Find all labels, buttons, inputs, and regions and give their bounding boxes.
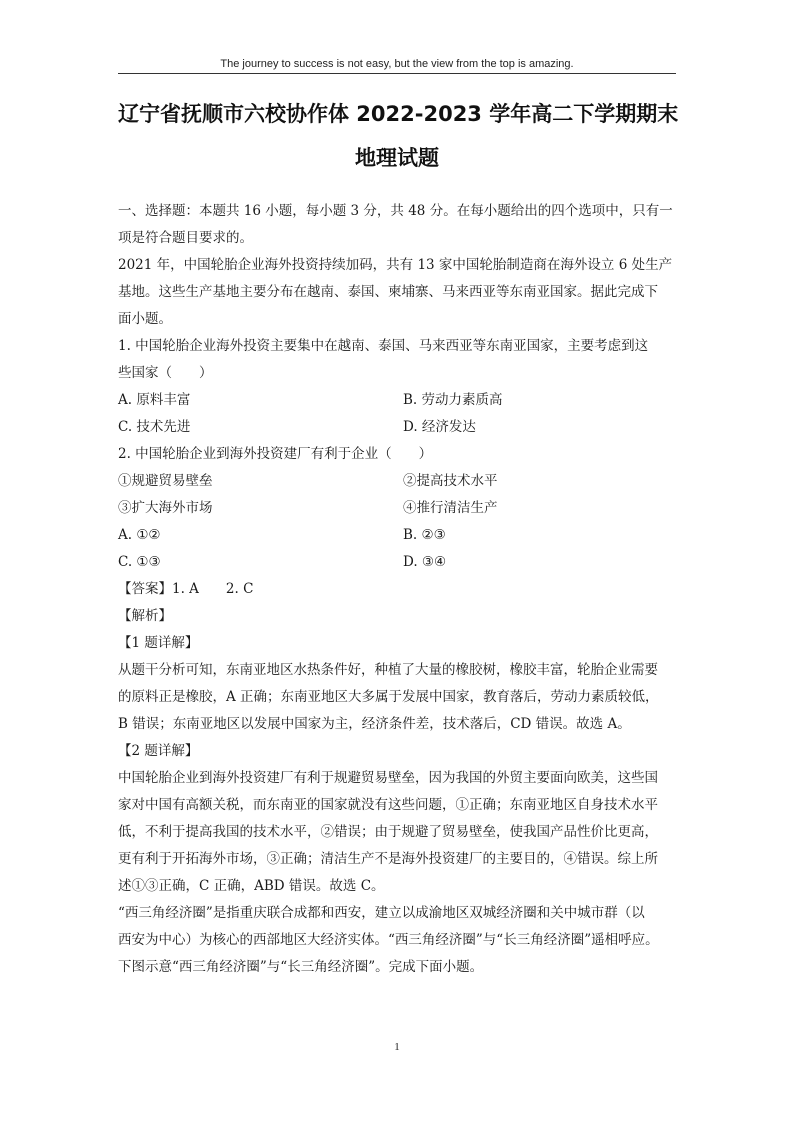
option-c: C. ①③: [118, 554, 161, 570]
item-3: ③扩大海外市场: [118, 500, 213, 516]
question-2-options-row: [118, 522, 676, 549]
detail-2-text: 家对中国有高额关税，而东南亚的国家就没有这些问题，①正确；东南亚地区自身技术水平: [118, 797, 658, 813]
detail-2-text: 更有利于开拓海外市场，③正确；清洁生产不是海外投资建厂的主要目的，④错误。综上所: [118, 851, 658, 867]
option-b: B. ②③: [403, 527, 446, 543]
question-2-items-row: [118, 468, 676, 495]
detail-1-text: 从题干分析可知，东南亚地区水热条件好，种植了大量的橡胶树，橡胶丰富，轮胎企业需要: [118, 662, 658, 678]
page-number: 1: [394, 1041, 400, 1053]
item-2: ②提高技术水平: [403, 473, 498, 489]
section-intro-line: 项是符合题目要求的。: [118, 230, 253, 246]
detail-1-label: 【1 题详解】: [118, 635, 199, 651]
option-d: D. 经济发达: [403, 419, 476, 435]
option-a: A. ①②: [118, 527, 161, 543]
passage-2-line: 下图示意“西三角经济圈”与“长三角经济圈”。完成下面小题。: [118, 959, 484, 975]
analysis-label: 【解析】: [118, 608, 172, 624]
question-1-options-row: [118, 414, 676, 441]
option-c: C. 技术先进: [118, 419, 191, 435]
option-b: B. 劳动力素质高: [403, 392, 503, 408]
detail-1-text: B 错误；东南亚地区以发展中国家为主，经济条件差，技术落后，CD 错误。故选 A。: [118, 716, 631, 732]
question-2-options-row: [118, 549, 676, 576]
detail-2-label: 【2 题详解】: [118, 743, 199, 759]
header-motto: The journey to success is not easy, but the view from the top is amazing.: [220, 58, 574, 70]
option-a: A. 原料丰富: [118, 392, 191, 408]
option-d: D. ③④: [403, 554, 447, 570]
answer-line: 【答案】1. A 2. C: [118, 581, 254, 597]
question-1-options-row: [118, 387, 676, 414]
header-divider: [118, 73, 676, 74]
question-1-stem: 1. 中国轮胎企业海外投资主要集中在越南、泰国、马来西亚等东南亚国家，主要考虑到这: [118, 338, 649, 354]
passage-line: 2021 年，中国轮胎企业海外投资持续加码，共有 13 家中国轮胎制造商在海外设立 6 处生产: [118, 257, 673, 273]
question-2-items-row: [118, 495, 676, 522]
detail-1-text: 的原料正是橡胶，A 正确；东南亚地区大多属于发展中国家，教育落后，劳动力素质较低，: [118, 689, 659, 705]
passage-line: 面小题。: [118, 311, 172, 327]
document-subtitle: 地理试题: [355, 146, 439, 170]
passage-line: 基地。这些生产基地主要分布在越南、泰国、柬埔寨、马来西亚等东南亚国家。据此完成下: [118, 284, 658, 300]
detail-2-text: 中国轮胎企业到海外投资建厂有利于规避贸易壁垒，因为我国的外贸主要面向欧美，这些国: [118, 770, 658, 786]
question-1-stem: 些国家（ ）: [118, 365, 213, 381]
detail-2-text: 述①③正确，C 正确，ABD 错误。故选 C。: [118, 878, 385, 894]
item-1: ①规避贸易壁垒: [118, 473, 213, 489]
question-2-stem: 2. 中国轮胎企业到海外投资建厂有利于企业（ ）: [118, 446, 433, 462]
detail-2-text: 低，不利于提高我国的技术水平，②错误；由于规避了贸易壁垒，使我国产品性价比更高，: [118, 824, 658, 840]
document-title: 辽宁省抚顺市六校协作体 2022-2023 学年高二下学期期末: [118, 102, 679, 126]
passage-2-line: 西安为中心）为核心的西部地区大经济实体。“西三角经济圈”与“长三角经济圈”遥相呼应。: [118, 932, 659, 948]
item-4: ④推行清洁生产: [403, 500, 498, 516]
passage-2-line: “西三角经济圈”是指重庆联合成都和西安，建立以成渝地区双城经济圈和关中城市群（以: [118, 905, 645, 921]
section-intro-line: 一、选择题：本题共 16 小题，每小题 3 分，共 48 分。在每小题给出的四个选项中，只有一: [118, 203, 673, 219]
document-body: [118, 198, 676, 981]
